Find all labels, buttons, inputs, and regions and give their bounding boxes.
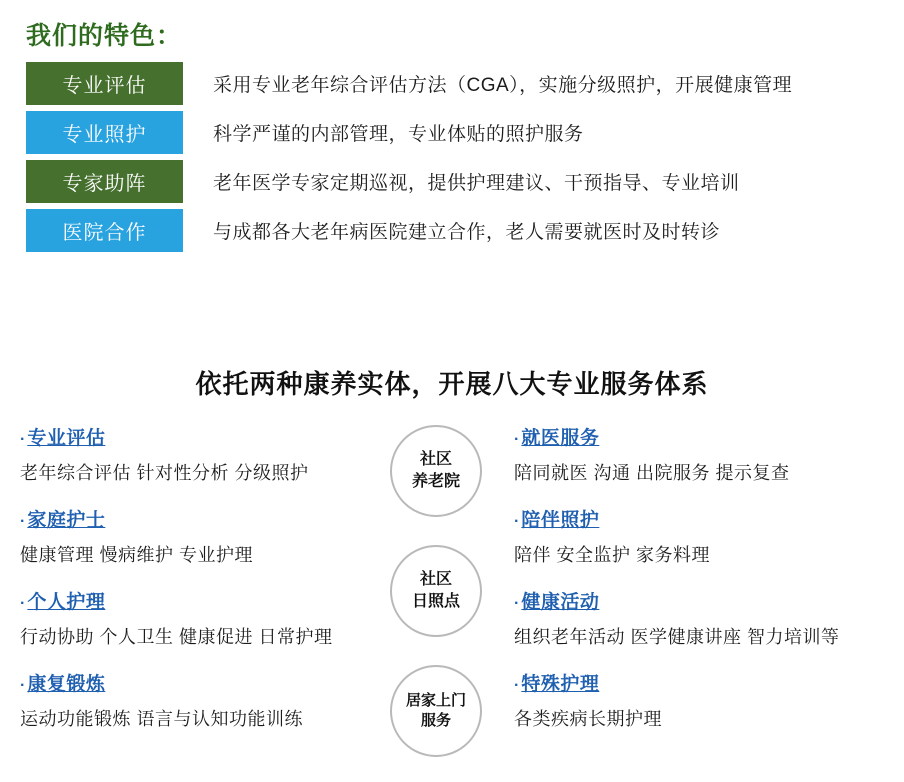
services-left-column [0,423,368,751]
service-item [20,505,368,567]
bullet-icon: · [20,431,26,448]
service-heading: 特殊护理 [521,674,600,695]
service-item [20,423,368,485]
features-section [0,0,904,252]
entity-circle-line2: 日照点 [411,593,460,610]
service-item [514,587,872,649]
entity-circle [390,425,482,517]
service-description: 运动功能锻炼 语言与认知功能训练 [20,709,303,729]
entity-circle-line2: 养老院 [411,473,460,490]
service-heading: 康复锻炼 [27,674,106,695]
services-right-column [504,423,872,751]
page-title: 我们的特色： [26,22,183,50]
feature-text: 老年医学专家定期巡视，提供护理建议、干预指导、专业培训 [213,173,740,194]
service-heading: 陪伴照护 [521,510,600,531]
service-description: 健康管理 慢病维护 专业护理 [20,545,254,565]
feature-tag: 专家助阵 [26,160,183,203]
service-heading: 专业评估 [27,428,106,449]
entity-circle-line1: 社区 [419,571,452,589]
service-item [20,669,368,731]
bullet-icon: · [514,513,520,530]
bullet-icon: · [514,431,520,448]
service-description: 老年综合评估 针对性分析 分级照护 [20,463,309,483]
bullet-icon: · [20,595,26,612]
feature-tag: 医院合作 [26,209,183,252]
bullet-icon: · [20,677,26,694]
service-item [20,587,368,649]
services-section [0,340,904,782]
service-heading: 个人护理 [27,592,106,613]
service-heading: 健康活动 [521,592,600,613]
service-description: 行动协助 个人卫生 健康促进 日常护理 [20,627,333,647]
feature-tag: 专业照护 [26,111,183,154]
service-description: 组织老年活动 医学健康讲座 智力培训等 [514,627,840,647]
bullet-icon: · [20,513,26,530]
bullet-icon: · [514,677,520,694]
service-heading: 就医服务 [521,428,600,449]
feature-text: 科学严谨的内部管理，专业体贴的照护服务 [213,124,584,145]
service-heading: 家庭护士 [27,510,106,531]
service-description: 陪伴 安全监护 家务料理 [514,545,711,565]
feature-tag: 专业评估 [26,62,183,105]
entity-circle-line1: 社区 [419,451,452,469]
feature-row [0,62,904,105]
services-title: 依托两种康养实体，开展八大专业服务体系 [195,369,709,399]
entity-circle [390,545,482,637]
service-item [514,505,872,567]
section-divider [0,258,904,336]
feature-row [0,160,904,203]
feature-text: 采用专业老年综合评估方法（CGA），实施分级照护，开展健康管理 [213,75,793,96]
service-item [514,669,872,731]
feature-row [0,111,904,154]
bullet-icon: · [514,595,520,612]
entity-circle [390,665,482,757]
service-item [514,423,872,485]
feature-row [0,209,904,252]
entity-circle-line1: 居家上门 [405,691,466,709]
entity-circles [368,423,504,782]
service-description: 陪同就医 沟通 出院服务 提示复查 [514,463,790,483]
entity-circle-line2: 服务 [420,712,451,729]
services-columns [0,423,904,782]
feature-text: 与成都各大老年病医院建立合作，老人需要就医时及时转诊 [213,222,721,243]
service-description: 各类疾病长期护理 [514,709,662,729]
